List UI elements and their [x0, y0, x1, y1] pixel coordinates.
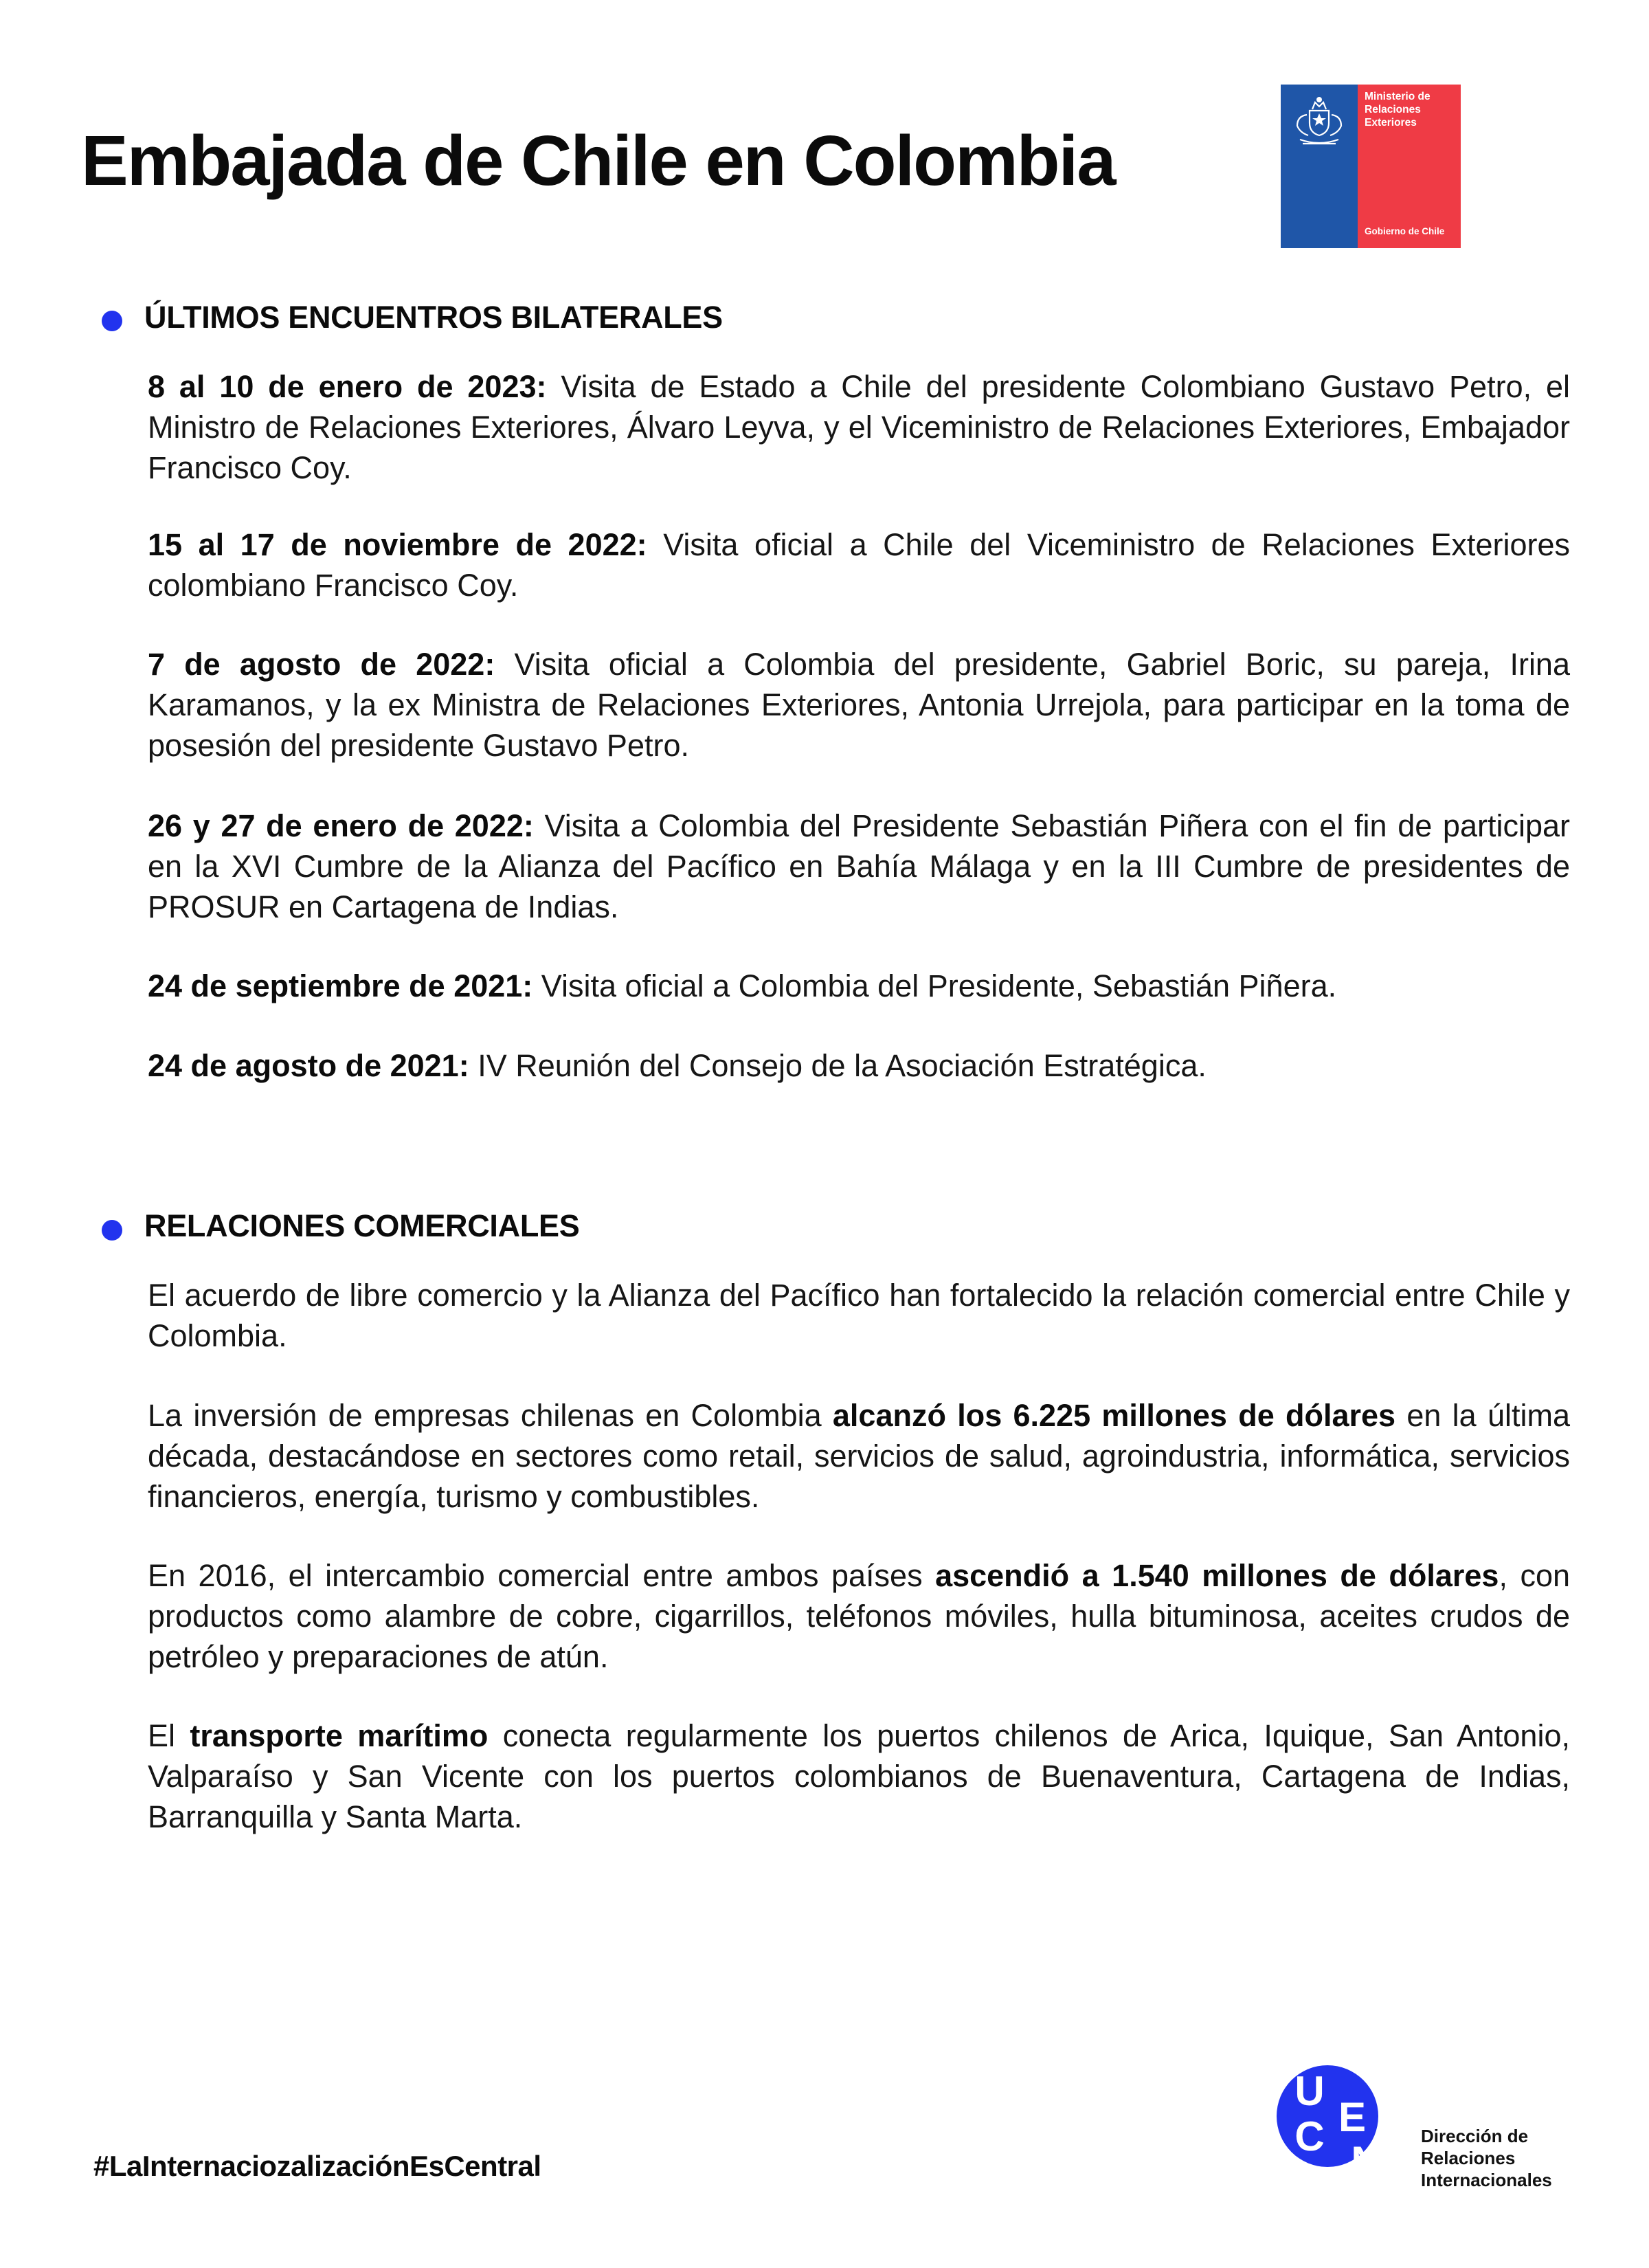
encounter-entry [148, 805, 1570, 927]
encounter-date: 15 al 17 de noviembre de 2022: [148, 527, 647, 562]
encounter-date: 26 y 27 de enero de 2022: [148, 808, 534, 843]
encounter-entry [148, 966, 1570, 1006]
encounter-date: 7 de agosto de 2022: [148, 647, 495, 682]
hashtag: #LaInternaciozalizaciónEsCentral [93, 2150, 541, 2182]
government-label: Gobierno de Chile [1365, 226, 1445, 236]
encounter-entry [148, 366, 1570, 488]
dri-label: Dirección de Relaciones Internacionales [1421, 2126, 1552, 2190]
encounter-entry [148, 524, 1570, 605]
section-title-comerciales: RELACIONES COMERCIALES [144, 1208, 580, 1243]
encounter-text: Visita a Colombia del Presidente Sebastián Piñera con el fin de participar en la XVI Cumbre de la Alianza del Pacífico en Bahía Málaga y en la III Cumbre de presidentes de PROSUR en Cartagena de Indias. [148, 808, 1571, 924]
highlight-investment: alcanzó los 6.225 millones de dólares [832, 1398, 1396, 1433]
trade-paragraph: El acuerdo de libre comercio y la Alianza del Pacífico han fortalecido la relación comercial entre Chile y Colombia. [148, 1278, 1570, 1353]
encounter-entry [148, 644, 1570, 766]
ministry-name: Ministerio de Relaciones Exteriores [1365, 91, 1431, 129]
page-title: Embajada de Chile en Colombia [81, 121, 1115, 200]
encounter-date: 24 de septiembre de 2021: [148, 968, 533, 1003]
trade-paragraph: El transporte marítimo conecta regularmente los puertos chilenos de Arica, Iquique, San Antonio, Valparaíso y San Vicente con los puertos colombianos de Buenaventura, Cartagena de Indias, Barranquilla y Santa Marta. [148, 1718, 1570, 1834]
encounter-text: Visita oficial a Chile del Viceministro de Relaciones Exteriores colombiano Francisco Coy. [148, 527, 1570, 603]
highlight-transport: transporte marítimo [190, 1718, 489, 1753]
encounter-entry [148, 1045, 1570, 1086]
ucen-letter-n: N [1351, 2138, 1381, 2182]
bullet-icon [102, 1220, 122, 1241]
ucen-letter-u: U [1294, 2068, 1325, 2114]
ucen-letter-c: C [1294, 2113, 1325, 2159]
encounter-date: 8 al 10 de enero de 2023: [148, 369, 547, 404]
encounter-text: Visita de Estado a Chile del presidente Colombiano Gustavo Petro, el Ministro de Relaciones Exteriores, Álvaro Leyva, y el Viceministro de Relaciones Exteriores, Embajador Francisco Coy. [148, 369, 1570, 485]
encounter-text: Visita oficial a Colombia del Presidente, Sebastián Piñera. [532, 968, 1337, 1003]
highlight-trade: ascendió a 1.540 millones de dólares [935, 1558, 1499, 1593]
ucen-letter-e: E [1338, 2094, 1367, 2140]
coat-of-arms-icon [1289, 90, 1349, 151]
encounter-text: IV Reunión del Consejo de la Asociación Estratégica. [469, 1048, 1207, 1083]
ucen-logo [1277, 2065, 1393, 2182]
trade-paragraph: En 2016, el intercambio comercial entre ambos países ascendió a 1.540 millones de dólares, con productos como alambre de cobre, cigarrillos, teléfonos móviles, hulla bituminosa, aceites crudos de petróleo y preparaciones de atún. [148, 1558, 1571, 1674]
encounter-text: Visita oficial a Colombia del presidente, Gabriel Boric, su pareja, Irina Karamanos, y la ex Ministra de Relaciones Exteriores, Antonia Urrejola, para participar en la toma de posesión del presidente Gustavo Petro. [148, 647, 1570, 763]
section-title-encuentros: ÚLTIMOS ENCUENTROS BILATERALES [144, 300, 723, 335]
bullet-icon [102, 311, 122, 331]
ministry-logo [1281, 85, 1461, 248]
trade-paragraph: La inversión de empresas chilenas en Colombia alcanzó los 6.225 millones de dólares en la última década, destacándose en sectores como retail, servicios de salud, agroindustria, informática, servicios financieros, energía, turismo y combustibles. [148, 1398, 1570, 1514]
encounter-date: 24 de agosto de 2021: [148, 1048, 469, 1083]
